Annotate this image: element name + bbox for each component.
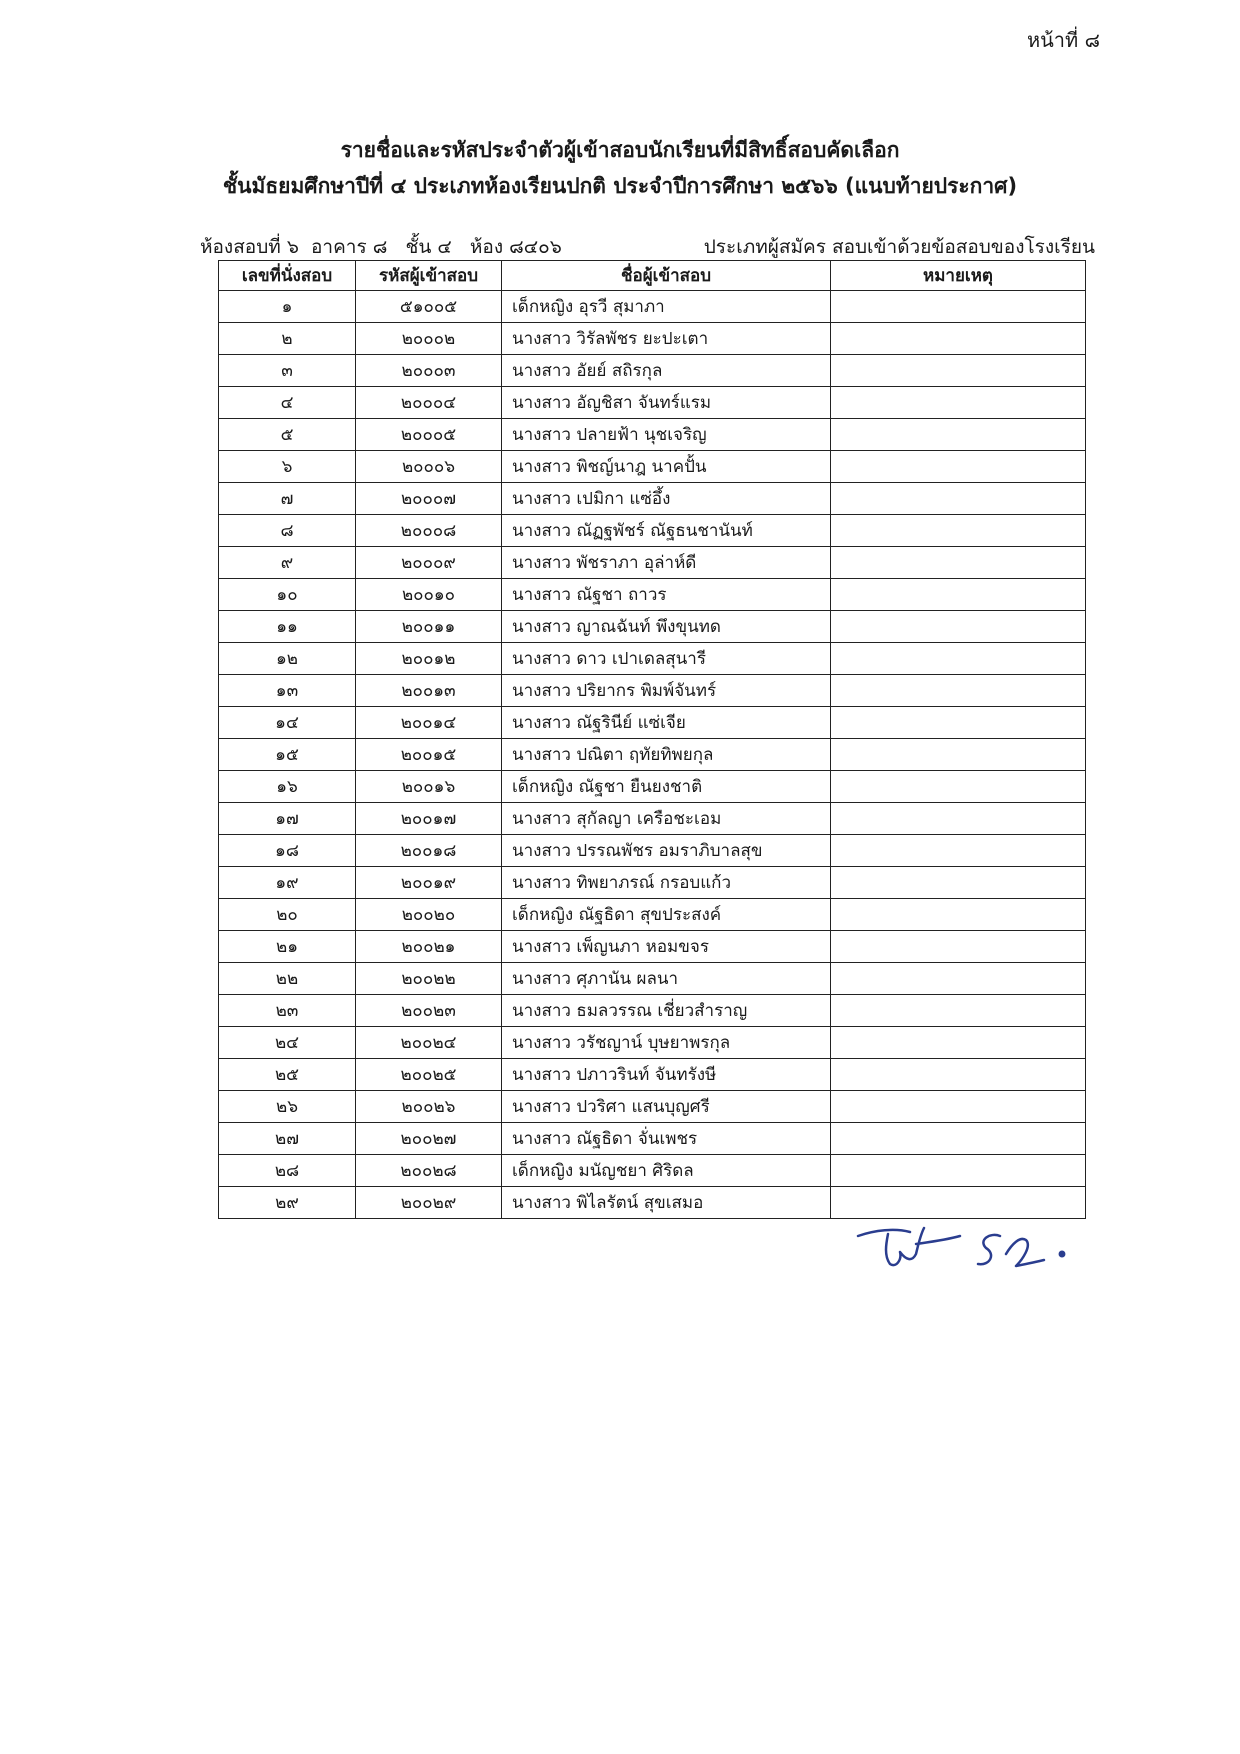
remarks-cell	[831, 483, 1086, 515]
remarks-cell	[831, 1091, 1086, 1123]
seat-number-cell: ๕	[219, 419, 356, 451]
examinee-id-cell: ๒๐๐๑๑	[356, 611, 502, 643]
examinee-name-cell: นางสาว เปมิกา แซ่อึ้ง	[502, 483, 831, 515]
examinee-name-cell: นางสาว ปริยากร พิมพ์จันทร์	[502, 675, 831, 707]
examinee-name-cell: นางสาว ปลายฟ้า นุชเจริญ	[502, 419, 831, 451]
table-row	[219, 1059, 1086, 1091]
document-subtitle: ชั้นมัธยมศึกษาปีที่ ๔ ประเภทห้องเรียนปกติ ประจำปีการศึกษา ๒๕๖๖ (แนบท้ายประกาศ)	[222, 174, 1018, 198]
table-row	[219, 675, 1086, 707]
table-row	[219, 995, 1086, 1027]
document-title: รายชื่อและรหัสประจำตัวผู้เข้าสอบนักเรียนที่มีสิทธิ์สอบคัดเลือก	[340, 138, 900, 162]
examinee-id-cell: ๒๐๐๑๒	[356, 643, 502, 675]
examinee-name-cell: นางสาว ศุภานัน ผลนา	[502, 963, 831, 995]
examinee-name-cell: เด็กหญิง ณัฐชา ยืนยงชาติ	[502, 771, 831, 803]
examinee-name-cell: นางสาว ดาว เปาเดลสุนารี	[502, 643, 831, 675]
table-row	[219, 835, 1086, 867]
remarks-cell	[831, 515, 1086, 547]
examinee-id-cell: ๒๐๐๐๓	[356, 355, 502, 387]
table-row	[219, 643, 1086, 675]
seat-number-cell: ๑๘	[219, 835, 356, 867]
examinee-id-cell: ๒๐๐๒๑	[356, 931, 502, 963]
table-row	[219, 451, 1086, 483]
table-row	[219, 931, 1086, 963]
examinee-id-cell: ๒๐๐๒๒	[356, 963, 502, 995]
seat-number-cell: ๗	[219, 483, 356, 515]
roster-body	[219, 291, 1086, 1219]
examinee-name-cell: นางสาว วรัชญาน์ บุษยาพรกุล	[502, 1027, 831, 1059]
remarks-cell	[831, 707, 1086, 739]
examinee-name-cell: นางสาว ปวริศา แสนบุญศรี	[502, 1091, 831, 1123]
seat-number-cell: ๒๓	[219, 995, 356, 1027]
seat-number-cell: ๑๗	[219, 803, 356, 835]
examinee-name-cell: นางสาว พัชราภา อุล่าห์ดี	[502, 547, 831, 579]
roster-table	[218, 260, 1086, 1219]
examinee-name-cell: นางสาว ณัฐชา ถาวร	[502, 579, 831, 611]
examinee-name-cell: นางสาว เพ็ญนภา หอมขจร	[502, 931, 831, 963]
page-number: หน้าที่ ๘	[1026, 28, 1100, 52]
remarks-cell	[831, 547, 1086, 579]
table-row	[219, 419, 1086, 451]
seat-number-cell: ๑๑	[219, 611, 356, 643]
seat-number-cell: ๒๘	[219, 1155, 356, 1187]
seat-number-cell: ๑๕	[219, 739, 356, 771]
seat-number-cell: ๒๐	[219, 899, 356, 931]
table-row	[219, 483, 1086, 515]
seat-number-cell: ๑๒	[219, 643, 356, 675]
remarks-cell	[831, 451, 1086, 483]
examinee-id-cell: ๒๐๐๐๗	[356, 483, 502, 515]
examinee-id-cell: ๒๐๐๐๕	[356, 419, 502, 451]
remarks-cell	[831, 995, 1086, 1027]
examinee-name-cell: นางสาว อัญชิสา จันทร์แรม	[502, 387, 831, 419]
examinee-name-cell: นางสาว วิรัลพัชร ยะปะเตา	[502, 323, 831, 355]
table-row	[219, 547, 1086, 579]
examinee-id-cell: ๕๑๐๐๕	[356, 291, 502, 323]
examinee-id-cell: ๒๐๐๐๘	[356, 515, 502, 547]
examinee-id-cell: ๒๐๐๑๐	[356, 579, 502, 611]
examinee-id-cell: ๒๐๐๑๘	[356, 835, 502, 867]
examinee-name-cell: นางสาว ณัฐธิดา จั่นเพชร	[502, 1123, 831, 1155]
table-row	[219, 515, 1086, 547]
seat-number-cell: ๒	[219, 323, 356, 355]
table-row	[219, 1155, 1086, 1187]
remarks-cell	[831, 963, 1086, 995]
remarks-cell	[831, 1155, 1086, 1187]
header-examinee-id: รหัสผู้เข้าสอบ	[356, 261, 502, 291]
examinee-id-cell: ๒๐๐๒๔	[356, 1027, 502, 1059]
header-examinee-name: ชื่อผู้เข้าสอบ	[502, 261, 831, 291]
examinee-id-cell: ๒๐๐๒๘	[356, 1155, 502, 1187]
table-row	[219, 739, 1086, 771]
table-row	[219, 291, 1086, 323]
table-row	[219, 1027, 1086, 1059]
examinee-id-cell: ๒๐๐๑๙	[356, 867, 502, 899]
examinee-id-cell: ๒๐๐๐๔	[356, 387, 502, 419]
examinee-id-cell: ๒๐๐๒๐	[356, 899, 502, 931]
table-header-row	[219, 261, 1086, 291]
examinee-name-cell: เด็กหญิง ณัฐธิดา สุขประสงค์	[502, 899, 831, 931]
table-row	[219, 803, 1086, 835]
table-row	[219, 771, 1086, 803]
remarks-cell	[831, 835, 1086, 867]
examinee-name-cell: นางสาว ณัฐรินีย์ แซ่เจีย	[502, 707, 831, 739]
examinee-id-cell: ๒๐๐๑๖	[356, 771, 502, 803]
seat-number-cell: ๓	[219, 355, 356, 387]
table-row	[219, 355, 1086, 387]
examinee-id-cell: ๒๐๐๑๓	[356, 675, 502, 707]
seat-number-cell: ๖	[219, 451, 356, 483]
examinee-name-cell: เด็กหญิง มนัญชยา ศิริดล	[502, 1155, 831, 1187]
examinee-id-cell: ๒๐๐๐๖	[356, 451, 502, 483]
seat-number-cell: ๒๙	[219, 1187, 356, 1219]
seat-number-cell: ๑๔	[219, 707, 356, 739]
seat-number-cell: ๒๒	[219, 963, 356, 995]
seat-number-cell: ๔	[219, 387, 356, 419]
remarks-cell	[831, 419, 1086, 451]
remarks-cell	[831, 1027, 1086, 1059]
examinee-id-cell: ๒๐๐๒๖	[356, 1091, 502, 1123]
signature-icon	[850, 1214, 1080, 1284]
remarks-cell	[831, 1059, 1086, 1091]
examinee-name-cell: นางสาว พิไลรัตน์ สุขเสมอ	[502, 1187, 831, 1219]
remarks-cell	[831, 355, 1086, 387]
examinee-id-cell: ๒๐๐๐๒	[356, 323, 502, 355]
table-row	[219, 387, 1086, 419]
seat-number-cell: ๙	[219, 547, 356, 579]
exam-room-info: ห้องสอบที่ ๖ อาคาร ๘ ชั้น ๔ ห้อง ๘๔๐๖	[200, 236, 562, 258]
examinee-id-cell: ๒๐๐๒๓	[356, 995, 502, 1027]
examinee-id-cell: ๒๐๐๑๕	[356, 739, 502, 771]
remarks-cell	[831, 643, 1086, 675]
examinee-name-cell: นางสาว สุกัลญา เครือชะเอม	[502, 803, 831, 835]
examinee-id-cell: ๒๐๐๐๙	[356, 547, 502, 579]
table-row	[219, 963, 1086, 995]
examinee-name-cell: นางสาว ปณิตา ฤทัยทิพยกุล	[502, 739, 831, 771]
examinee-id-cell: ๒๐๐๒๕	[356, 1059, 502, 1091]
remarks-cell	[831, 611, 1086, 643]
remarks-cell	[831, 291, 1086, 323]
header-remarks: หมายเหตุ	[831, 261, 1086, 291]
table-row	[219, 707, 1086, 739]
remarks-cell	[831, 579, 1086, 611]
table-row	[219, 867, 1086, 899]
remarks-cell	[831, 323, 1086, 355]
remarks-cell	[831, 803, 1086, 835]
seat-number-cell: ๑๐	[219, 579, 356, 611]
examinee-id-cell: ๒๐๐๑๗	[356, 803, 502, 835]
applicant-type: ประเภทผู้สมัคร สอบเข้าด้วยข้อสอบของโรงเรียน	[703, 236, 1095, 258]
seat-number-cell: ๒๑	[219, 931, 356, 963]
seat-number-cell: ๑๖	[219, 771, 356, 803]
table-row	[219, 579, 1086, 611]
remarks-cell	[831, 387, 1086, 419]
table-row	[219, 899, 1086, 931]
remarks-cell	[831, 675, 1086, 707]
examinee-name-cell: เด็กหญิง อุรวี สุมาภา	[502, 291, 831, 323]
examinee-id-cell: ๒๐๐๒๙	[356, 1187, 502, 1219]
remarks-cell	[831, 899, 1086, 931]
examinee-name-cell: นางสาว ธมลวรรณ เชี่ยวสำราญ	[502, 995, 831, 1027]
seat-number-cell: ๘	[219, 515, 356, 547]
seat-number-cell: ๑๓	[219, 675, 356, 707]
table-row	[219, 1123, 1086, 1155]
header-seat-number: เลขที่นั่งสอบ	[219, 261, 356, 291]
examinee-name-cell: นางสาว ญาณฉันท์ พึงขุนทด	[502, 611, 831, 643]
seat-number-cell: ๒๖	[219, 1091, 356, 1123]
seat-number-cell: ๑	[219, 291, 356, 323]
table-row	[219, 1091, 1086, 1123]
examinee-id-cell: ๒๐๐๑๔	[356, 707, 502, 739]
seat-number-cell: ๑๙	[219, 867, 356, 899]
examinee-name-cell: นางสาว ปภาวรินท์ จันทรังษี	[502, 1059, 831, 1091]
examinee-name-cell: นางสาว ณัฏฐพัชร์ ณัฐธนชานันท์	[502, 515, 831, 547]
remarks-cell	[831, 867, 1086, 899]
remarks-cell	[831, 1123, 1086, 1155]
examinee-name-cell: นางสาว ปรรณพัชร อมราภิบาลสุข	[502, 835, 831, 867]
examinee-name-cell: นางสาว อัยย์ สถิรกุล	[502, 355, 831, 387]
remarks-cell	[831, 739, 1086, 771]
seat-number-cell: ๒๔	[219, 1027, 356, 1059]
seat-number-cell: ๒๕	[219, 1059, 356, 1091]
table-row	[219, 611, 1086, 643]
seat-number-cell: ๒๗	[219, 1123, 356, 1155]
table-row	[219, 323, 1086, 355]
examinee-name-cell: นางสาว ทิพยาภรณ์ กรอบแก้ว	[502, 867, 831, 899]
remarks-cell	[831, 771, 1086, 803]
remarks-cell	[831, 931, 1086, 963]
examinee-name-cell: นางสาว พิชญ์นาฎ นาคปั้น	[502, 451, 831, 483]
examinee-id-cell: ๒๐๐๒๗	[356, 1123, 502, 1155]
